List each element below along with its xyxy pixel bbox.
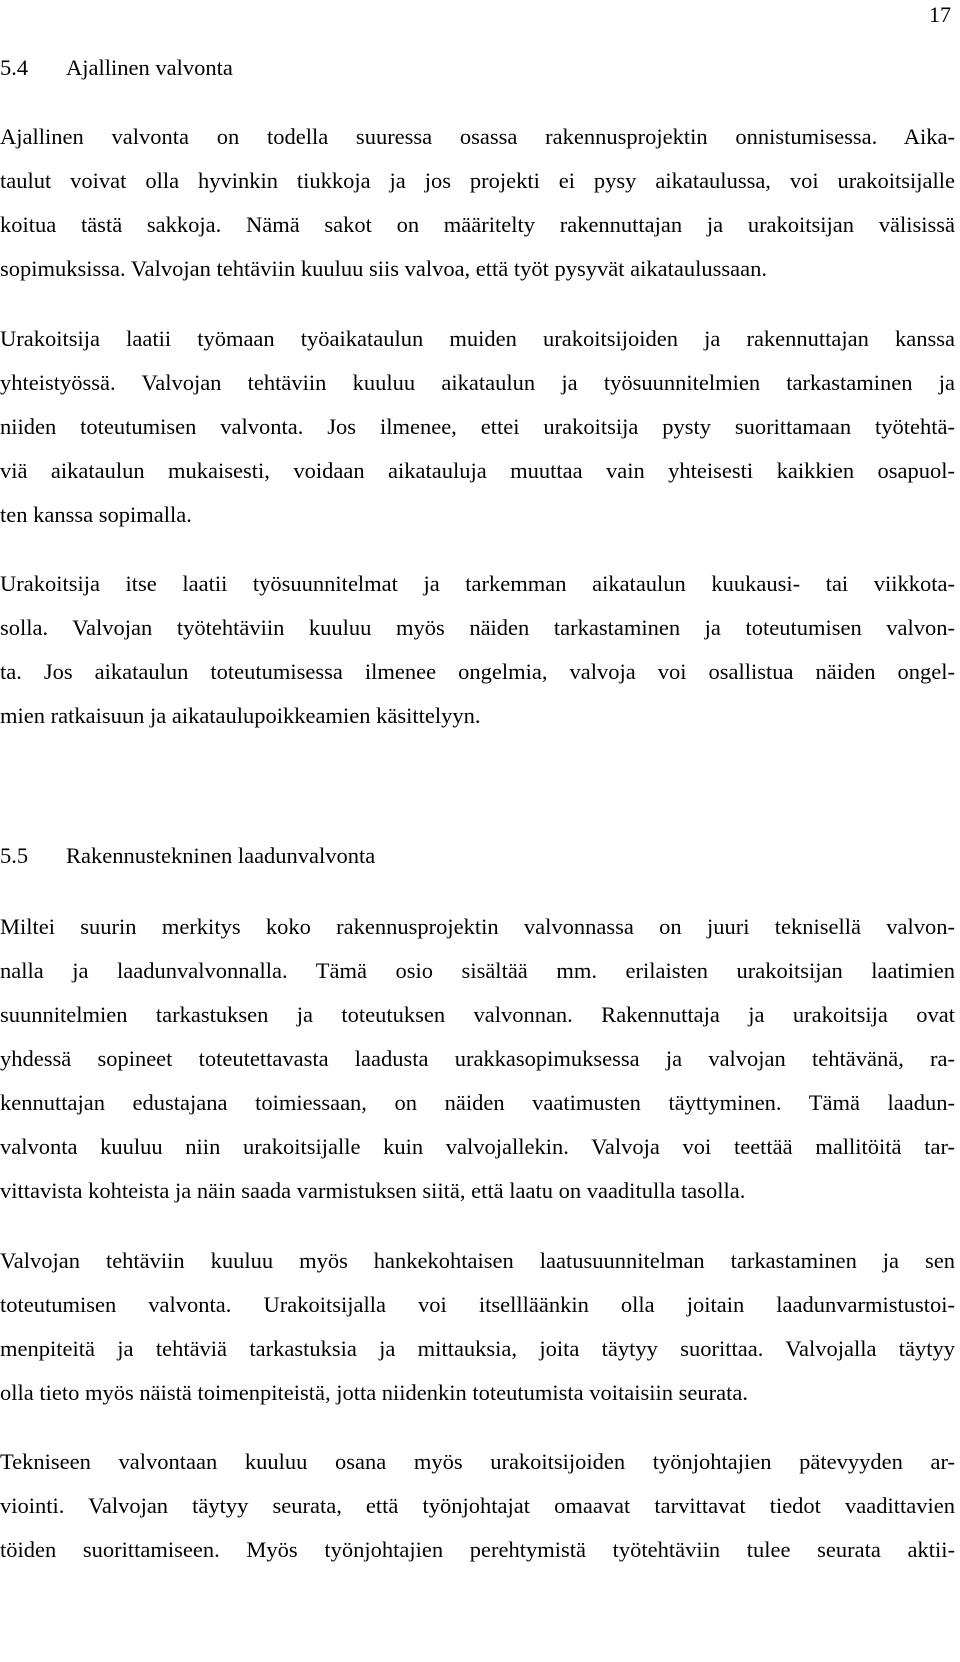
text-line: yhdessä sopineet toteutettavasta laadusta urakkasopimuksessa ja valvojan tehtävänä, ra- [0, 1046, 955, 1071]
paragraph [0, 1239, 955, 1415]
section-number: 5.4 [0, 55, 29, 80]
text-line: viointi. Valvojan täytyy seurata, että työnjohtajat omaavat tarvittavat tiedot vaadittavien [0, 1493, 955, 1518]
page-number: 17 [929, 2, 951, 27]
text-line: sopimuksissa. Valvojan tehtäviin kuuluu siis valvoa, että työt pysyvät aikataulussaan. [0, 256, 767, 281]
section-heading-5-5 [0, 842, 375, 870]
text-line: suunnitelmien tarkastuksen ja toteutuksen valvonnan. Rakennuttaja ja urakoitsija ovat [0, 1002, 955, 1027]
text-line: vittavista kohteista ja näin saada varmistuksen siitä, että laatu on vaaditulla tasolla. [0, 1178, 746, 1203]
text-line: Miltei suurin merkitys koko rakennusprojektin valvonnassa on juuri teknisellä valvon- [0, 914, 955, 939]
text-line: Urakoitsija laatii työmaan työaikataulun muiden urakoitsijoiden ja rakennuttajan kanssa [0, 326, 955, 351]
text-line: toteutumisen valvonta. Urakoitsijalla voi itsellläänkin olla joitain laadunvarmistustoi- [0, 1292, 955, 1317]
text-line: nalla ja laadunvalvonnalla. Tämä osio sisältää mm. erilaisten urakoitsijan laatimien [0, 958, 955, 983]
section-title: Rakennustekninen laadunvalvonta [66, 843, 376, 868]
paragraph [0, 562, 955, 738]
text-line: Urakoitsija itse laatii työsuunnitelmat ja tarkemman aikataulun kuukausi- tai viikkota- [0, 571, 955, 596]
section-heading-5-4 [0, 54, 233, 82]
text-line: Tekniseen valvontaan kuuluu osana myös urakoitsijoiden työnjohtajien pätevyyden ar- [0, 1449, 955, 1474]
text-line: yhteistyössä. Valvojan tehtäviin kuuluu aikataulun ja työsuunnitelmien tarkastaminen ja [0, 370, 955, 395]
text-line: Valvojan tehtäviin kuuluu myös hankekohtaisen laatusuunnitelman tarkastaminen ja sen [0, 1248, 955, 1273]
text-line: kennuttajan edustajana toimiessaan, on näiden vaatimusten täyttyminen. Tämä laadun- [0, 1090, 955, 1115]
text-line: niiden toteutumisen valvonta. Jos ilmenee, ettei urakoitsija pysty suorittamaan työtehtä- [0, 414, 955, 439]
paragraph [0, 317, 955, 537]
section-number: 5.5 [0, 843, 29, 868]
paragraph [0, 905, 955, 1213]
text-line: töiden suorittamiseen. Myös työnjohtajien perehtymistä työtehtäviin tulee seurata aktii- [0, 1537, 955, 1562]
text-line: koitua tästä sakkoja. Nämä sakot on määritelty rakennuttajan ja urakoitsijan välisissä [0, 212, 955, 237]
text-line: valvonta kuuluu niin urakoitsijalle kuin valvojallekin. Valvoja voi teettää mallitöitä tar- [0, 1134, 955, 1159]
text-line: taulut voivat olla hyvinkin tiukkoja ja jos projekti ei pysy aikataulussa, voi urakoitsijalle [0, 168, 955, 193]
section-title: Ajallinen valvonta [66, 55, 233, 80]
text-line: ten kanssa sopimalla. [0, 502, 192, 527]
text-line: olla tieto myös näistä toimenpiteistä, jotta niidenkin toteutumista voitaisiin seurata. [0, 1380, 748, 1405]
paragraph [0, 1440, 955, 1572]
text-line: viä aikataulun mukaisesti, voidaan aikatauluja muuttaa vain yhteisesti kaikkien osapuol- [0, 458, 955, 483]
paragraph [0, 115, 955, 291]
text-line: Ajallinen valvonta on todella suuressa osassa rakennusprojektin onnistumisessa. Aika- [0, 124, 955, 149]
text-line: ta. Jos aikataulun toteutumisessa ilmenee ongelmia, valvoja voi osallistua näiden ongel- [0, 659, 955, 684]
text-line: mien ratkaisuun ja aikataulupoikkeamien käsittelyyn. [0, 703, 481, 728]
text-line: menpiteitä ja tehtäviä tarkastuksia ja mittauksia, joita täytyy suorittaa. Valvojalla täytyy [0, 1336, 955, 1361]
text-line: solla. Valvojan työtehtäviin kuuluu myös näiden tarkastaminen ja toteutumisen valvon- [0, 615, 955, 640]
